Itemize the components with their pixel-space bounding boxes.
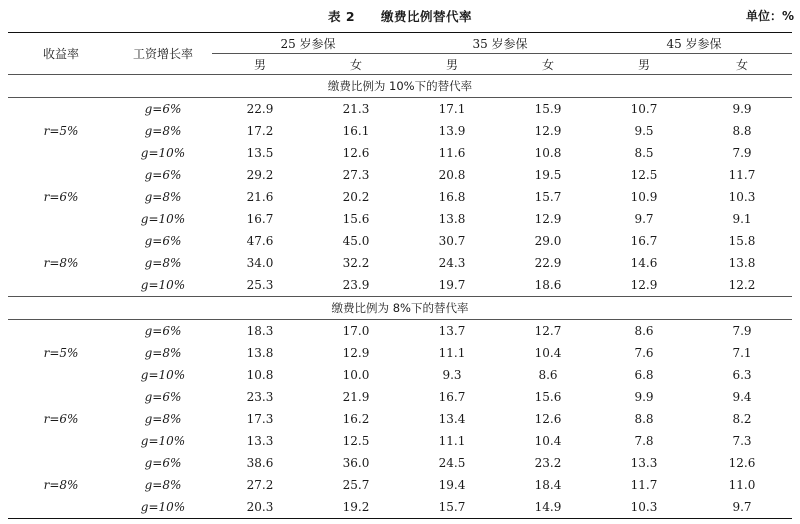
header-return-rate: 收益率 (8, 33, 114, 75)
value-cell: 13.5 (246, 146, 274, 160)
value-cell: 20.3 (212, 496, 308, 519)
value-cell: 9.4 (732, 390, 752, 404)
header-female: 女 (692, 54, 792, 75)
value-cell: 13.7 (438, 324, 466, 338)
table-row (8, 186, 792, 208)
value-cell: 13.3 (630, 456, 658, 470)
value-cell: 16.7 (246, 212, 274, 226)
value-cell: 12.5 (630, 168, 658, 182)
table-row (8, 230, 792, 252)
value-cell: 45.0 (342, 234, 370, 248)
value-cell: 29.2 (246, 168, 274, 182)
value-cell: 11.1 (438, 434, 466, 448)
wage-growth-cell: g=6% (144, 324, 182, 338)
value-cell: 13.4 (438, 412, 466, 426)
value-cell: 9.7 (692, 496, 792, 519)
value-cell: 11.7 (630, 478, 658, 492)
wage-growth-cell: g=6% (144, 456, 182, 470)
value-cell: 6.3 (732, 368, 752, 382)
header-male: 男 (404, 54, 500, 75)
return-rate-cell: r=6% (43, 190, 79, 204)
value-cell: 9.1 (732, 212, 752, 226)
return-rate-cell: r=8% (8, 230, 114, 297)
return-rate-cell: r=5% (43, 124, 79, 138)
wage-growth-cell: g=8% (144, 478, 182, 492)
value-cell: 13.8 (246, 346, 274, 360)
value-cell: 9.9 (634, 390, 654, 404)
value-cell: 20.2 (342, 190, 370, 204)
value-cell: 16.2 (342, 412, 370, 426)
value-cell: 8.2 (732, 412, 752, 426)
value-cell: 19.4 (438, 478, 466, 492)
wage-growth-cell: g=10% (140, 146, 186, 160)
value-cell: 13.3 (246, 434, 274, 448)
table-caption (0, 0, 800, 30)
value-cell: 14.6 (630, 256, 658, 270)
value-cell: 7.6 (634, 346, 654, 360)
value-cell: 12.6 (534, 412, 562, 426)
value-cell: 12.2 (692, 274, 792, 297)
value-cell: 23.9 (308, 274, 404, 297)
section-label: 缴费比例为 8%下的替代率 (8, 297, 792, 320)
section-label: 缴费比例为 10%下的替代率 (8, 75, 792, 98)
table-header (8, 33, 792, 75)
value-cell: 18.4 (534, 478, 562, 492)
table-row (8, 474, 792, 496)
table-row (8, 164, 792, 186)
wage-growth-cell: g=8% (144, 256, 182, 270)
value-cell: 20.8 (438, 168, 466, 182)
value-cell: 11.0 (728, 478, 756, 492)
value-cell: 9.5 (634, 124, 654, 138)
header-group-35: 35 岁参保 (404, 33, 596, 54)
value-cell: 7.1 (732, 346, 752, 360)
value-cell: 17.3 (246, 412, 274, 426)
value-cell: 38.6 (246, 456, 274, 470)
value-cell: 16.1 (342, 124, 370, 138)
value-cell: 17.0 (342, 324, 370, 338)
value-cell: 15.6 (342, 212, 370, 226)
value-cell: 16.8 (438, 190, 466, 204)
value-cell: 30.7 (438, 234, 466, 248)
value-cell: 21.6 (246, 190, 274, 204)
value-cell: 14.9 (500, 496, 596, 519)
value-cell: 12.6 (728, 456, 756, 470)
value-cell: 29.0 (534, 234, 562, 248)
wage-growth-cell: g=8% (144, 190, 182, 204)
header-group-45: 45 岁参保 (596, 33, 792, 54)
table-row (8, 364, 792, 386)
value-cell: 21.3 (342, 102, 370, 116)
value-cell: 8.8 (634, 412, 654, 426)
table-row (8, 342, 792, 364)
wage-growth-cell: g=6% (144, 234, 182, 248)
header-group-25: 25 岁参保 (212, 33, 404, 54)
table-row (8, 496, 792, 519)
value-cell: 7.9 (732, 146, 752, 160)
value-cell: 34.0 (246, 256, 274, 270)
value-cell: 9.9 (732, 102, 752, 116)
value-cell: 19.7 (404, 274, 500, 297)
header-male: 男 (212, 54, 308, 75)
value-cell: 17.1 (438, 102, 466, 116)
value-cell: 18.3 (246, 324, 274, 338)
return-rate-cell: r=8% (8, 452, 114, 519)
value-cell: 15.8 (728, 234, 756, 248)
value-cell: 27.3 (342, 168, 370, 182)
value-cell: 10.0 (342, 368, 370, 382)
table-row (8, 252, 792, 274)
value-cell: 19.5 (534, 168, 562, 182)
value-cell: 10.8 (246, 368, 274, 382)
table-title: 表 2 缴费比例替代率 (327, 9, 473, 24)
value-cell: 27.2 (246, 478, 274, 492)
table-row (8, 320, 792, 343)
table-row (8, 98, 792, 121)
value-cell: 24.3 (438, 256, 466, 270)
value-cell: 11.6 (438, 146, 466, 160)
wage-growth-cell: g=10% (140, 212, 186, 226)
header-female: 女 (500, 54, 596, 75)
table-row (8, 408, 792, 430)
value-cell: 25.7 (342, 478, 370, 492)
value-cell: 10.3 (596, 496, 692, 519)
value-cell: 8.5 (634, 146, 654, 160)
value-cell: 47.6 (246, 234, 274, 248)
wage-growth-cell: g=8% (144, 124, 182, 138)
wage-growth-cell: g=6% (144, 390, 182, 404)
value-cell: 7.9 (732, 324, 752, 338)
wage-growth-cell: g=10% (140, 368, 186, 382)
value-cell: 23.3 (246, 390, 274, 404)
value-cell: 12.9 (596, 274, 692, 297)
value-cell: 11.7 (728, 168, 756, 182)
value-cell: 12.7 (534, 324, 562, 338)
value-cell: 22.9 (534, 256, 562, 270)
value-cell: 9.3 (442, 368, 462, 382)
header-female: 女 (308, 54, 404, 75)
wage-growth-cell: g=10% (114, 274, 212, 297)
value-cell: 10.8 (534, 146, 562, 160)
value-cell: 10.9 (630, 190, 658, 204)
header-male: 男 (596, 54, 692, 75)
value-cell: 8.6 (634, 324, 654, 338)
value-cell: 21.9 (342, 390, 370, 404)
return-rate-cell: r=6% (43, 412, 79, 426)
table-row (8, 274, 792, 297)
value-cell: 36.0 (342, 456, 370, 470)
table-row (8, 208, 792, 230)
value-cell: 9.7 (634, 212, 654, 226)
value-cell: 8.8 (732, 124, 752, 138)
value-cell: 15.7 (534, 190, 562, 204)
value-cell: 32.2 (342, 256, 370, 270)
wage-growth-cell: g=10% (114, 496, 212, 519)
header-wage-growth: 工资增长率 (114, 33, 212, 75)
table-row (8, 120, 792, 142)
value-cell: 7.8 (634, 434, 654, 448)
value-cell: 6.8 (634, 368, 654, 382)
value-cell: 10.3 (728, 190, 756, 204)
value-cell: 24.5 (438, 456, 466, 470)
value-cell: 12.6 (342, 146, 370, 160)
value-cell: 15.9 (534, 102, 562, 116)
value-cell: 25.3 (212, 274, 308, 297)
value-cell: 23.2 (534, 456, 562, 470)
value-cell: 12.9 (534, 212, 562, 226)
return-rate-cell: r=5% (43, 346, 79, 360)
value-cell: 12.9 (342, 346, 370, 360)
value-cell: 16.7 (438, 390, 466, 404)
value-cell: 13.8 (438, 212, 466, 226)
table-row (8, 386, 792, 408)
value-cell: 13.9 (438, 124, 466, 138)
value-cell: 12.5 (342, 434, 370, 448)
value-cell: 19.2 (308, 496, 404, 519)
value-cell: 16.7 (630, 234, 658, 248)
value-cell: 15.6 (534, 390, 562, 404)
value-cell: 17.2 (246, 124, 274, 138)
value-cell: 18.6 (500, 274, 596, 297)
value-cell: 10.4 (534, 346, 562, 360)
replacement-rate-table (8, 32, 792, 519)
table-body (8, 75, 792, 519)
value-cell: 11.1 (438, 346, 466, 360)
wage-growth-cell: g=8% (144, 412, 182, 426)
value-cell: 7.3 (732, 434, 752, 448)
value-cell: 10.4 (534, 434, 562, 448)
value-cell: 8.6 (538, 368, 558, 382)
value-cell: 13.8 (728, 256, 756, 270)
table-row (8, 452, 792, 474)
table-row (8, 430, 792, 452)
value-cell: 10.7 (630, 102, 658, 116)
wage-growth-cell: g=6% (144, 168, 182, 182)
unit-label: 单位：% (745, 9, 794, 23)
value-cell: 15.7 (404, 496, 500, 519)
wage-growth-cell: g=10% (140, 434, 186, 448)
wage-growth-cell: g=6% (144, 102, 182, 116)
value-cell: 12.9 (534, 124, 562, 138)
wage-growth-cell: g=8% (144, 346, 182, 360)
table-row (8, 142, 792, 164)
value-cell: 22.9 (246, 102, 274, 116)
